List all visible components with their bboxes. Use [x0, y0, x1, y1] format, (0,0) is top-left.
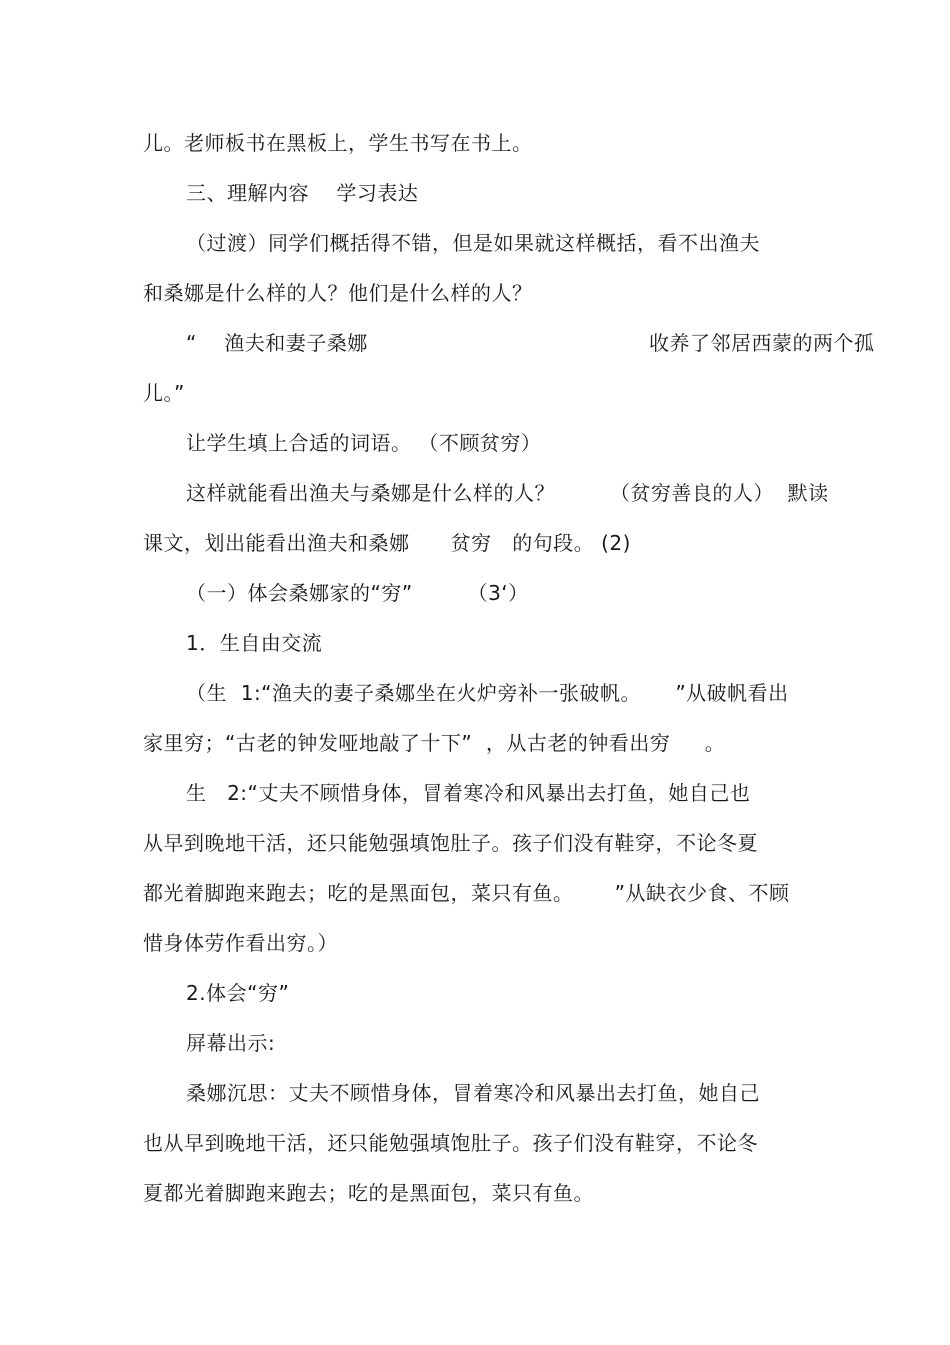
text-line: 家里穷；“古老的钟发哑地敲了十下” ，从古老的钟看出穷 。: [143, 731, 726, 755]
section-heading: 三、理解内容 学习表达: [186, 181, 419, 205]
subsection-heading: （一）体会桑娜家的“穷” （3‘）: [186, 581, 529, 605]
text-line: 从早到晚地干活，还只能勉强填饱肚子。孩子们没有鞋穿，不论冬夏: [143, 831, 758, 855]
text-line: 儿。老师板书在黑板上，学生书写在书上。: [143, 131, 533, 155]
list-item: 2.体会“穷”: [186, 981, 290, 1005]
text-line: 课文，划出能看出渔夫和桑娜 贫穷 的句段。 (2): [143, 531, 631, 555]
text-line: 儿。”: [143, 381, 185, 405]
text-line: 桑娜沉思：丈夫不顾惜身体，冒着寒冷和风暴出去打鱼，她自己: [186, 1081, 760, 1105]
text-line: 夏都光着脚跑来跑去；吃的是黑面包，菜只有鱼。: [143, 1181, 594, 1205]
text-line: 也从早到晚地干活，还只能勉强填饱肚子。孩子们没有鞋穿，不论冬: [143, 1131, 758, 1155]
list-item: 1．生自由交流: [186, 631, 323, 655]
text-line: （过渡）同学们概括得不错，但是如果就这样概括，看不出渔夫: [186, 231, 760, 255]
text-line: 惜身体劳作看出穷。）: [143, 931, 338, 955]
text-line: 都光着脚跑来跑去；吃的是黑面包，菜只有鱼。 ”从缺衣少食、不顾: [143, 881, 790, 905]
text-line: 和桑娜是什么样的人？他们是什么样的人？: [143, 281, 533, 305]
text-line: 生 2:“丈夫不顾惜身体，冒着寒冷和风暴出去打鱼，她自己也: [186, 781, 751, 805]
text-line: 屏幕出示:: [186, 1031, 276, 1055]
text-line: “ 渔夫和妻子桑娜 收养了邻居西蒙的两个孤: [186, 331, 875, 355]
text-line: 让学生填上合适的词语。 （不顾贫穷）: [186, 431, 542, 455]
text-line: 这样就能看出渔夫与桑娜是什么样的人？ （贫穷善良的人） 默读: [186, 481, 829, 505]
text-line: （生 1:“渔夫的妻子桑娜坐在火炉旁补一张破帆。 ”从破帆看出: [186, 681, 789, 705]
